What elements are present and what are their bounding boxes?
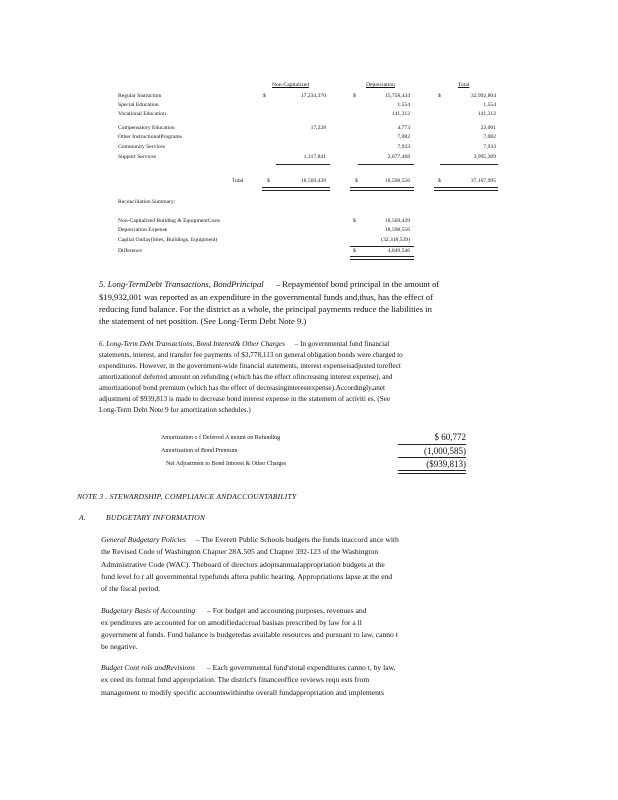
recon-row-label: Capital Outlay(Sites, Buildings, Equipment) [118,237,218,243]
amort-row-label: Net Adjustment to Bond Interest & Other Charges [166,461,287,467]
table-cell-depr: 4,773 [397,125,410,131]
controls-line: ex ceed its formal fund appropriation. The district's financeoffice reviews requ ests from [101,675,370,684]
total-double-rule [434,190,498,191]
table-cell-total: 141,312 [477,111,496,117]
dollar-sign: $ [438,93,441,99]
table-cell-total: 32,992,804 [470,93,496,99]
para6-line: Long-Term Debt Note 9 for amortization schedules.) [99,406,251,414]
para6-line: amortizationof deferred amount on refunding (which has the effect ofincreasing interest expense), and [99,373,393,381]
recon-double-rule [350,256,414,257]
para6-lead: 6. Long-Term Debt Transactions, Bond Interest& Other Charges [99,340,285,348]
subtotal-rule [276,164,330,165]
table-cell-noncap: 17,228 [310,125,326,131]
table-cell-total: 22,001 [480,125,496,131]
total-double-rule [262,187,330,188]
total-double-rule [350,187,414,188]
basis-line: government al funds. Fund balance is budgetedas available resources and pursuant to law, canno t [101,630,398,639]
table-row-label: Other InstructionalPrograms [118,134,182,140]
dollar-sign: $ [353,248,356,254]
para5-line: the statement of net position. (See Long-Term Debt Note 9.) [99,316,307,326]
para6-line: amortizationof bond premium (which has the effect of decreasinginterestexpense).Accordingly,anet [99,384,385,392]
subtotal-rule [440,164,498,165]
controls-line: – Each governmental fund'stotal expenditures canno t, by law, [206,663,396,672]
total-noncap: 18,569,439 [300,178,326,184]
dollar-sign: $ [353,218,356,224]
section-letter: A. [79,513,86,522]
amort-double-rule [398,473,466,474]
para5-line: – Repaymentof bond principal in the amount of [275,279,440,289]
para6-line: adjustment of $939,813 is made to decrease bond interest expense in the statement of activiti es. (See [99,395,391,403]
total-depr: 18,598,556 [384,178,410,184]
para6-line: statements, interest, and transfer fee payments of $3,778,113 on general obligation bonds were charged to [99,351,403,359]
table-cell-depr: 141,312 [391,111,410,117]
general-line: the Revised Code of Washington Chapter 28A.505 and Chapter 392-123 of the Washington [101,547,379,556]
table-row-label: Support Services [118,154,157,160]
general-line: – The Everett Public Schools budgets the funds inaccord ance with [195,535,399,544]
general-line: Administrative Code (WAC). Theboard of directors adoptsannualappropriation budgets at the [101,560,385,569]
col-header-depreciation: Depreciation [366,82,395,88]
para5-line: $19,932,001 was reported as an expenditure in the governmental funds and,thus, has the effect of [99,292,433,302]
amort-rule [398,457,466,458]
basis-line: ex penditures are accounted for on amodifiedaccrual basisas prescribed by law for a ll [101,618,362,627]
recon-rule [350,246,414,247]
para6-line: expenditures. However, in the government-wide financial statements, interest expenseisadjusted toreflect [99,362,401,370]
dollar-sign: $ [438,178,441,184]
recon-row-value: 18,569,439 [384,218,410,224]
table-row-label: Compensatory Education [118,125,175,131]
recon-row-label: Depreciation Expense [118,227,168,233]
recon-row-label: Difference [118,248,142,254]
total-double-rule [350,190,414,191]
para6-line: – In governmental fund financial [294,340,390,348]
amort-row-value: ($939,813) [426,459,466,469]
para5-line: reducing fund balance. For the district as a whole, the principal payments reduce the liabilities in [99,304,432,314]
total-label: Total [232,178,244,184]
recon-row-value: 18,598,556 [384,227,410,233]
general-line: fund level fo r all governmental typefunds aftera public hearing. Appropriations lapse at the end [101,572,393,581]
total-double-rule [262,190,330,191]
recon-row-value: 4,849,546 [387,248,410,254]
col-header-noncapitalized: Non-Capitalized [272,82,309,88]
table-row-label: Community Services [118,144,166,150]
table-cell-depr: 2,677,468 [387,154,410,160]
table-row-label: Vocational Education [118,111,166,117]
basis-lead: Budgetary Basis of Accounting [101,606,196,615]
table-cell-depr: 7,082 [397,134,410,140]
table-cell-total: 1,554 [483,102,496,108]
amort-double-rule [398,470,466,471]
section-a-heading: BUDGETARY INFORMATION [106,513,206,522]
table-cell-total: 7,082 [483,134,496,140]
controls-lead: Budget Cont rols andRevisions [101,663,196,672]
table-cell-total: 7,933 [483,144,496,150]
general-line: of the fiscal period. [101,584,161,593]
dollar-sign: $ [267,178,270,184]
table-cell-noncap: 17,234,370 [300,93,326,99]
total-double-rule [434,187,498,188]
para5-lead: 5. Long-TermDebt Transactions, BondPrincipal [99,279,264,289]
amort-row-label: Amortization of Bond Premium [161,448,238,454]
total-total: 37,167,995 [470,178,496,184]
table-row-label: Special Education [118,102,159,108]
dollar-sign: $ [355,178,358,184]
basis-line: be negative. [101,642,138,651]
table-cell-noncap: 1,317,841 [303,154,326,160]
dollar-sign: $ [353,93,356,99]
general-lead: General Budgetary Policies [101,535,186,544]
recon-row-label: Non-Capitalized Building & EquipmentCosts [118,218,221,224]
amort-rule [398,444,466,445]
recon-title: Reconciliation Summary: [118,199,176,205]
table-cell-depr: 15,758,434 [384,93,410,99]
col-header-total: Total [458,82,470,88]
table-cell-total: 3,995,309 [473,154,496,160]
table-row-label: Regular Instruction [118,93,162,99]
amort-row-value: (1,000,585) [424,446,466,456]
note-3-heading: NOTE 3 . STEWARDSHIP, COMPLIANCE ANDACCOUNTABILITY [77,492,297,501]
amort-row-label: Amortization o f Deferred A mount on Refunding [161,435,281,441]
recon-double-rule [350,259,414,260]
amort-row-value: $ 60,772 [434,432,466,442]
dollar-sign: $ [263,93,266,99]
basis-line: – For budget and accounting purposes, revenues and [207,606,367,615]
controls-line: management to modify specific accountswithinthe overall fundappropriation and implements [101,688,384,697]
table-cell-depr: 7,933 [397,144,410,150]
subtotal-rule [358,164,414,165]
recon-row-value: (32,318,539) [381,237,410,243]
table-cell-depr: 1,554 [397,102,410,108]
